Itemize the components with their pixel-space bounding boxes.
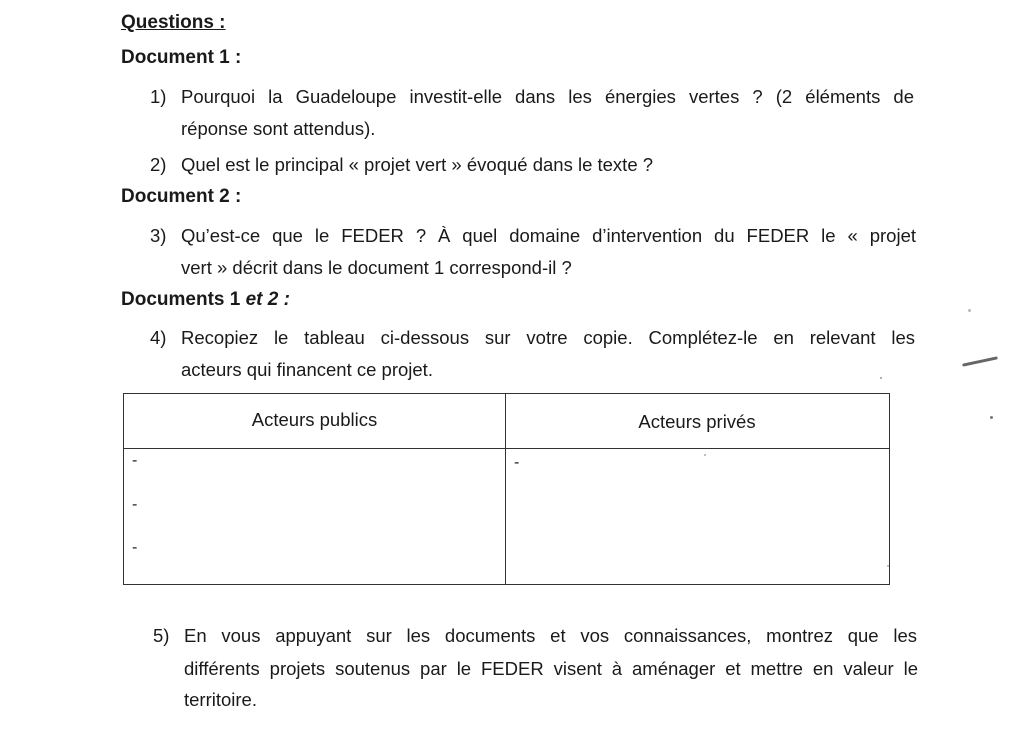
question-1-line-2: réponse sont attendus).: [181, 118, 376, 139]
scan-speck: [704, 454, 706, 456]
table-public-dash-1: -: [132, 452, 138, 469]
question-1-number: 1): [150, 86, 167, 107]
question-3-number: 3): [150, 225, 167, 246]
documents-heading-italic: et 2 :: [245, 289, 290, 310]
question-3-line-2: vert » décrit dans le document 1 correspond-il ?: [181, 257, 572, 278]
table-public-dash-2: -: [132, 496, 138, 513]
question-2-line-1: Quel est le principal « projet vert » évoqué dans le texte ?: [181, 154, 654, 175]
document-1-heading: Document 1 :: [121, 47, 242, 68]
table-private-dash-1: -: [514, 454, 520, 471]
scan-speck: [880, 377, 882, 379]
question-4-line-1: Recopiez le tableau ci-dessous sur votre copie. Complétez-le en relevant les: [181, 327, 915, 348]
documents-heading-bold: Documents 1: [121, 289, 246, 310]
scan-speck: [968, 309, 971, 312]
table-public-dash-3: -: [132, 539, 138, 556]
table-header-divider: [124, 448, 889, 449]
document-2-heading: Document 2 :: [121, 186, 242, 207]
question-2-number: 2): [150, 154, 167, 175]
question-5-line-2: différents projets soutenus par le FEDER visent à aménager et mettre en valeur le: [184, 658, 918, 679]
question-5-line-3: territoire.: [184, 689, 257, 710]
question-4-line-2: acteurs qui financent ce projet.: [181, 359, 433, 380]
question-4-number: 4): [150, 327, 167, 348]
question-5-line-1: En vous appuyant sur les documents et vos connaissances, montrez que les: [184, 625, 917, 646]
scan-speck: [887, 565, 889, 567]
question-5-number: 5): [153, 625, 170, 646]
table-header-private-actors: Acteurs privés: [638, 411, 756, 432]
questions-heading: Questions :: [121, 12, 226, 33]
documents-1-and-2-heading: [121, 289, 290, 311]
scan-speck: [990, 416, 993, 419]
actors-table: [123, 393, 890, 585]
question-3-line-1: Qu’est-ce que le FEDER ? À quel domaine d’intervention du FEDER le « projet: [181, 225, 916, 246]
table-header-public-actors: Acteurs publics: [251, 409, 378, 430]
question-1-line-1: Pourquoi la Guadeloupe investit-elle dans les énergies vertes ? (2 éléments de: [181, 86, 914, 107]
scan-mark: [962, 356, 998, 366]
